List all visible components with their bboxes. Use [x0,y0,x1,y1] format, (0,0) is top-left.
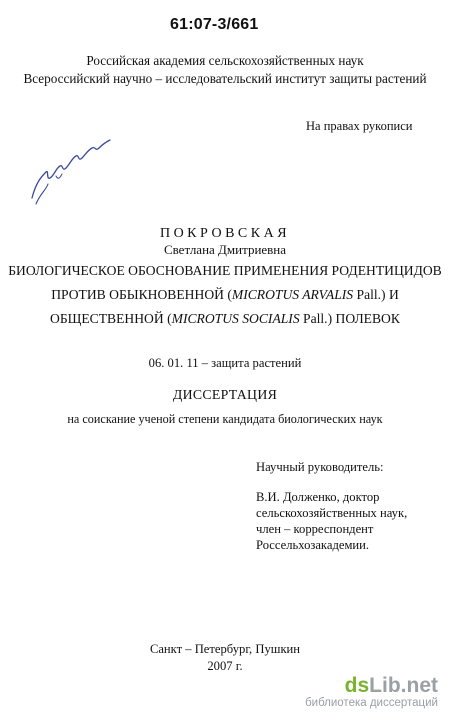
title-line-3 [0,311,450,327]
author-surname: ПОКРОВСКАЯ [159,226,291,241]
watermark-ds: ds [344,674,370,697]
supervisor-line-3: член – корреспондент [256,522,374,536]
species-arvalis: MICROTUS ARVALIS [231,287,354,302]
institution-line-1: Российская академия сельскохозяйственных наук [86,53,364,68]
title-line-3-start: ОБЩЕСТВЕННОЙ ( [50,311,172,326]
title-line-3-end: Pall.) ПОЛЕВОК [299,311,400,326]
year: 2007 г. [207,659,243,673]
catalog-code: 61:07-3/661 [170,16,259,33]
degree-statement: на соискание ученой степени кандидата биологических наук [67,412,383,426]
specialty-code: 06. 01. 11 – защита растений [148,356,302,370]
institution-line-2: Всероссийский научно – исследовательский институт защиты растений [23,71,427,86]
handwritten-signature [26,132,116,212]
title-line-2-end: Pall.) И [353,287,399,302]
title-line-2-start: ПРОТИВ ОБЫКНОВЕННОЙ ( [51,287,232,302]
author-given-names: Светлана Дмитриевна [163,242,287,257]
watermark-subtitle: библиотека диссертаций [305,697,438,709]
manuscript-rights-label: На правах рукописи [306,119,413,133]
supervisor-line-4: Россельхозакадемии. [256,538,370,552]
place-of-defense: Санкт – Петербург, Пушкин [149,642,301,656]
supervisor-label: Научный руководитель: [256,460,384,474]
title-line-2 [0,287,450,303]
supervisor-line-2: сельскохозяйственных наук, [256,506,408,520]
watermark-logo [305,675,438,697]
title-line-1: БИОЛОГИЧЕСКОЕ ОБОСНОВАНИЕ ПРИМЕНЕНИЯ РОДЕНТИЦИДОВ [8,263,442,278]
watermark [305,675,438,710]
species-socialis: MICROTUS SOCIALIS [171,311,300,326]
work-type-heading: ДИССЕРТАЦИЯ [172,387,278,402]
supervisor-line-1: В.И. Долженко, доктор [256,490,380,504]
watermark-lib: Lib.net [369,674,438,697]
